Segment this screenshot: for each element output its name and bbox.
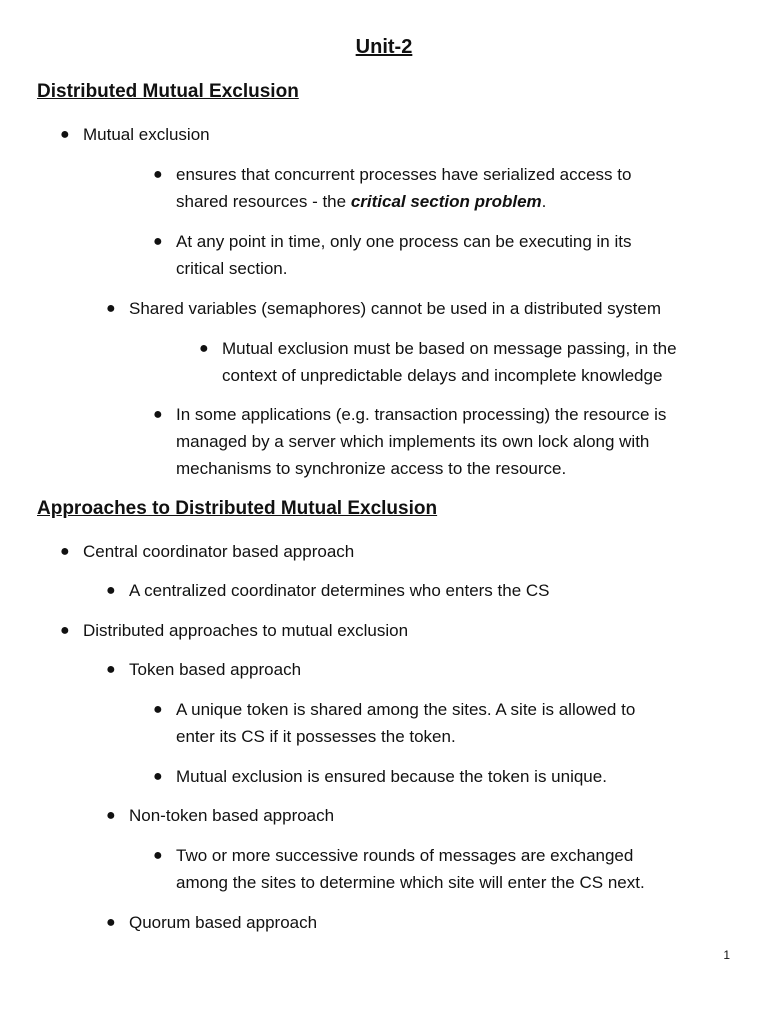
list-item: ● A centralized coordinator determines who enters the CS: [129, 577, 550, 604]
bullet-icon: ●: [106, 807, 116, 824]
bullet-icon: ●: [153, 768, 163, 785]
bullet-icon: ●: [153, 233, 163, 250]
list-item: ● Two or more successive rounds of messages are exchanged among the sites to determine which site will enter the CS next.: [176, 842, 645, 896]
list-item: ● Central coordinator based approach: [83, 538, 354, 565]
bullet-icon: ●: [106, 661, 116, 678]
bullet-icon: ●: [153, 701, 163, 718]
list-item: ● At any point in time, only one process can be executing in its critical section.: [176, 228, 631, 282]
document-title: Unit-2: [355, 36, 413, 58]
list-item: ● A unique token is shared among the sites. A site is allowed to enter its CS if it possesses the token.: [176, 696, 635, 750]
bullet-icon: ●: [153, 406, 163, 423]
list-item: ● Mutual exclusion: [83, 121, 210, 148]
list-item: ● ensures that concurrent processes have serialized access to shared resources - the critical section problem.: [176, 161, 631, 215]
list-item: ● Mutual exclusion must be based on message passing, in the context of unpredictable delays and incomplete knowledge: [222, 335, 677, 389]
bullet-icon: ●: [60, 543, 70, 560]
list-item: ● Shared variables (semaphores) cannot be used in a distributed system: [129, 295, 661, 322]
bullet-icon: ●: [106, 300, 116, 317]
bullet-icon: ●: [106, 914, 116, 931]
list-item: ● Mutual exclusion is ensured because the token is unique.: [176, 763, 607, 790]
page-number: 1: [723, 948, 730, 962]
section-heading-distributed-mutual-exclusion: Distributed Mutual Exclusion: [37, 81, 299, 102]
bullet-icon: ●: [199, 340, 209, 357]
emphasis-text: critical section problem: [350, 192, 542, 211]
bullet-icon: ●: [60, 622, 70, 639]
list-item: ● In some applications (e.g. transaction processing) the resource is managed by a server which implements its own lock along with mechanisms to synchronize access to the resource.: [176, 401, 666, 482]
list-item: ● Quorum based approach: [129, 909, 317, 936]
list-item: ● Token based approach: [129, 656, 301, 683]
bullet-icon: ●: [153, 166, 163, 183]
section-heading-approaches: Approaches to Distributed Mutual Exclusion: [37, 498, 438, 519]
bullet-icon: ●: [106, 582, 116, 599]
bullet-icon: ●: [153, 847, 163, 864]
list-item: ● Distributed approaches to mutual exclusion: [83, 617, 408, 644]
list-item: ● Non-token based approach: [129, 802, 334, 829]
bullet-icon: ●: [60, 126, 70, 143]
